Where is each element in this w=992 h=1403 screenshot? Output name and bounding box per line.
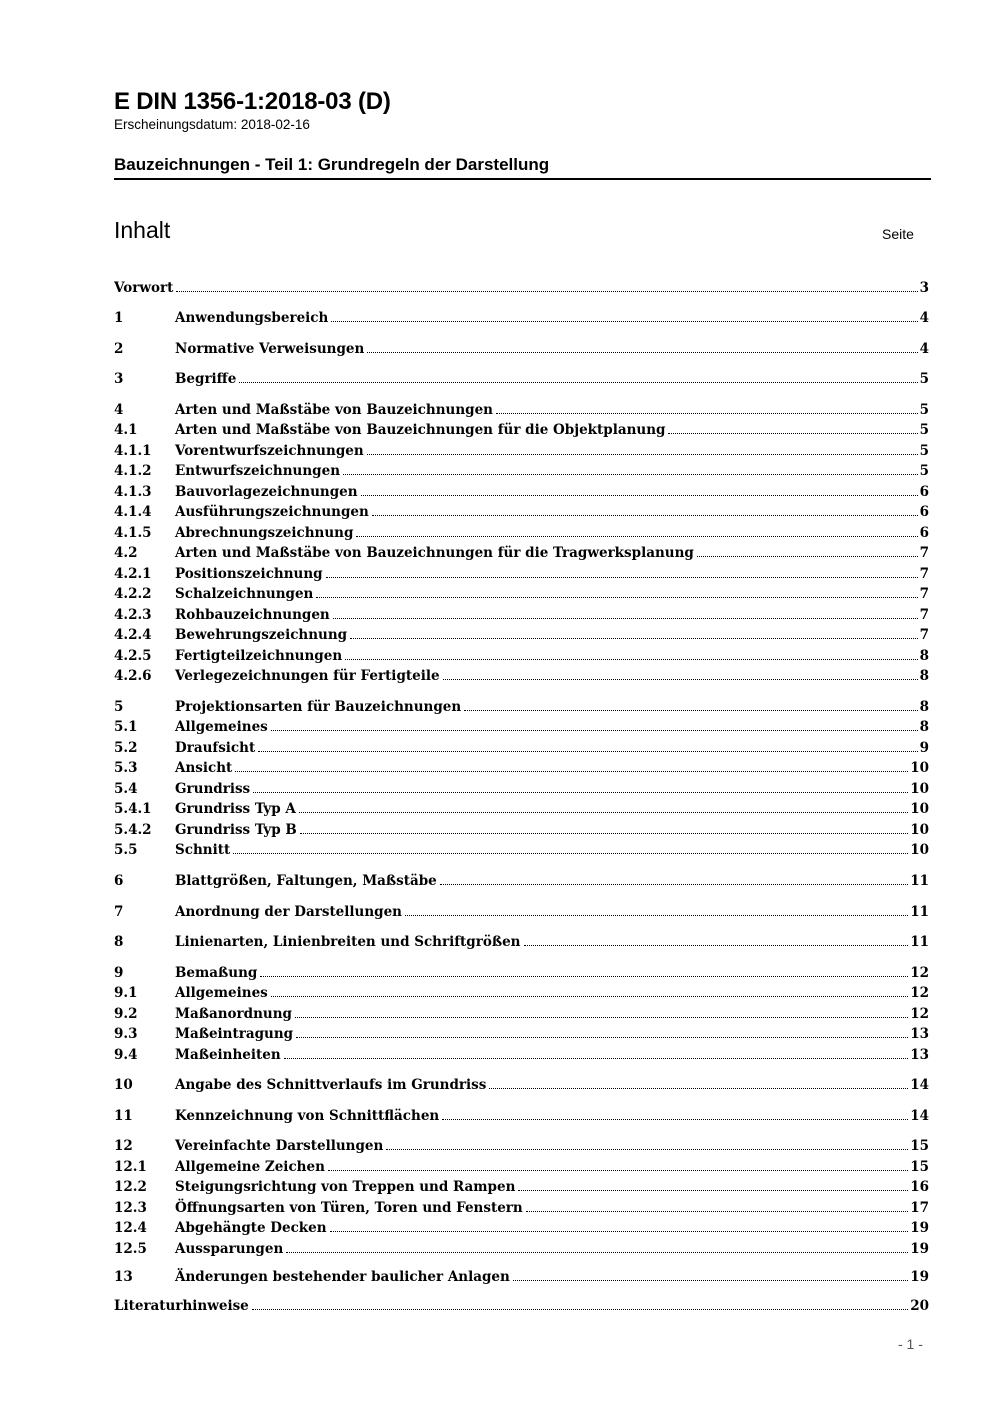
toc-entry-page: 13 bbox=[910, 1026, 929, 1042]
toc-entry-number: 11 bbox=[114, 1108, 133, 1124]
toc-entry[interactable] bbox=[114, 962, 929, 982]
toc-entry-number: 12.3 bbox=[114, 1200, 147, 1216]
toc-dot-leader bbox=[524, 945, 909, 946]
toc-entry-title: Schnitt bbox=[175, 842, 231, 858]
toc-entry[interactable] bbox=[114, 737, 929, 757]
toc-entry-title: Allgemeines bbox=[175, 985, 268, 1001]
toc-entry[interactable] bbox=[114, 501, 929, 521]
toc-entry-title: Allgemeine Zeichen bbox=[175, 1159, 325, 1175]
toc-entry-title: Grundriss Typ B bbox=[175, 822, 297, 838]
toc-entry[interactable] bbox=[114, 665, 929, 685]
toc-entry[interactable] bbox=[114, 460, 929, 480]
document-subtitle: Bauzeichnungen - Teil 1: Grundregeln der Darstellung bbox=[114, 155, 550, 174]
toc-dot-leader bbox=[356, 536, 917, 537]
toc-entry-title: Begriffe bbox=[175, 371, 237, 387]
toc-entry-page: 7 bbox=[919, 627, 929, 643]
toc-entry-title: Änderungen bestehender baulicher Anlagen bbox=[175, 1269, 510, 1285]
toc-entry-title: Ausführungszeichnungen bbox=[175, 504, 369, 520]
toc-entry[interactable] bbox=[114, 1156, 929, 1176]
toc-entry-number: 9 bbox=[114, 965, 124, 981]
toc-entry-page: 3 bbox=[919, 280, 929, 296]
toc-entry-number: 5.4.2 bbox=[114, 822, 152, 838]
toc-entry-page: 6 bbox=[919, 525, 929, 541]
toc-entry-page: 4 bbox=[919, 341, 929, 357]
toc-dot-leader bbox=[361, 495, 918, 496]
toc-dot-leader bbox=[300, 833, 908, 834]
toc-entry-number: 5.2 bbox=[114, 740, 138, 756]
toc-entry-title: Literaturhinweise bbox=[114, 1298, 249, 1314]
toc-entry-title: Vorwort bbox=[114, 280, 174, 296]
toc-dot-leader bbox=[367, 352, 917, 353]
toc-dot-leader bbox=[176, 291, 917, 292]
toc-entry[interactable] bbox=[114, 307, 929, 327]
toc-entry-page: 16 bbox=[910, 1179, 929, 1195]
toc-entry-page: 19 bbox=[910, 1269, 929, 1285]
toc-dot-leader bbox=[372, 515, 918, 516]
toc-entry-number: 4.1.1 bbox=[114, 443, 152, 459]
toc-entry[interactable] bbox=[114, 440, 929, 460]
toc-dot-leader bbox=[271, 996, 908, 997]
toc-entry-title: Maßanordnung bbox=[175, 1006, 292, 1022]
toc-entry-title: Bewehrungszeichnung bbox=[175, 627, 348, 643]
toc-entry-number: 4.2.2 bbox=[114, 586, 152, 602]
header-divider bbox=[114, 178, 931, 180]
toc-dot-leader bbox=[405, 915, 908, 916]
toc-entry[interactable] bbox=[114, 798, 929, 818]
toc-entry-page: 14 bbox=[910, 1108, 929, 1124]
toc-entry-title: Maßeinheiten bbox=[175, 1047, 281, 1063]
toc-entry-number: 4.2.1 bbox=[114, 566, 152, 582]
toc-entry-page: 10 bbox=[910, 801, 929, 817]
toc-entry-number: 3 bbox=[114, 371, 124, 387]
toc-entry-number: 7 bbox=[114, 904, 124, 920]
toc-entry-page: 7 bbox=[919, 586, 929, 602]
toc-dot-leader bbox=[513, 1280, 908, 1281]
toc-entry-number: 12.5 bbox=[114, 1241, 147, 1257]
toc-entry[interactable] bbox=[114, 757, 929, 777]
toc-entry-page: 5 bbox=[919, 422, 929, 438]
toc-entry-title: Anordnung der Darstellungen bbox=[175, 904, 402, 920]
toc-dot-leader bbox=[252, 1309, 908, 1310]
toc-dot-leader bbox=[235, 771, 908, 772]
toc-heading: Inhalt bbox=[114, 217, 171, 243]
toc-entry-title: Angabe des Schnittverlaufs im Grundriss bbox=[175, 1077, 487, 1093]
toc-entry-title: Positionszeichnung bbox=[175, 566, 323, 582]
toc-entry-number: 5.3 bbox=[114, 760, 138, 776]
toc-entry-number: 4.1.4 bbox=[114, 504, 152, 520]
toc-entry-number: 4.2.4 bbox=[114, 627, 152, 643]
toc-entry[interactable] bbox=[114, 604, 929, 624]
toc-entry[interactable] bbox=[114, 1044, 929, 1064]
toc-entry[interactable] bbox=[114, 481, 929, 501]
toc-entry-page: 13 bbox=[910, 1047, 929, 1063]
toc-entry-page: 12 bbox=[910, 1006, 929, 1022]
toc-dot-leader bbox=[386, 1149, 908, 1150]
toc-dot-leader bbox=[668, 433, 917, 434]
document-title: E DIN 1356-1:2018-03 (D) bbox=[114, 88, 391, 115]
toc-dot-leader bbox=[489, 1088, 908, 1089]
toc-entry-number: 9.3 bbox=[114, 1026, 138, 1042]
toc-dot-leader bbox=[299, 812, 908, 813]
toc-entry-number: 12 bbox=[114, 1138, 133, 1154]
toc-entry-page: 10 bbox=[910, 842, 929, 858]
toc-entry-page: 5 bbox=[919, 463, 929, 479]
toc-entry-number: 4.2 bbox=[114, 545, 138, 561]
toc-entry[interactable] bbox=[114, 1105, 929, 1125]
toc-entry-page: 9 bbox=[919, 740, 929, 756]
toc-entry-page: 7 bbox=[919, 607, 929, 623]
toc-entry-title: Arten und Maßstäbe von Bauzeichnungen für die Tragwerksplanung bbox=[175, 545, 694, 561]
toc-dot-leader bbox=[333, 618, 918, 619]
toc-dot-leader bbox=[296, 1037, 908, 1038]
toc-entry[interactable] bbox=[114, 1023, 929, 1043]
toc-entry-page: 6 bbox=[919, 504, 929, 520]
toc-entry-title: Blattgrößen, Faltungen, Maßstäbe bbox=[175, 873, 437, 889]
toc-entry-title: Fertigteilzeichnungen bbox=[175, 648, 343, 664]
toc-entry-page: 17 bbox=[910, 1200, 929, 1216]
toc-entry[interactable] bbox=[114, 1217, 929, 1237]
toc-dot-leader bbox=[350, 638, 917, 639]
toc-entry[interactable] bbox=[114, 368, 929, 388]
toc-dot-leader bbox=[316, 597, 917, 598]
toc-entry-number: 5.5 bbox=[114, 842, 138, 858]
toc-dot-leader bbox=[233, 853, 908, 854]
toc-entry[interactable] bbox=[114, 901, 929, 921]
toc-dot-leader bbox=[464, 710, 917, 711]
toc-dot-leader bbox=[271, 730, 918, 731]
toc-entry-page: 5 bbox=[919, 443, 929, 459]
toc-entry-page: 15 bbox=[910, 1138, 929, 1154]
toc-entry-title: Öffnungsarten von Türen, Toren und Fenstern bbox=[175, 1200, 523, 1216]
toc-entry-title: Projektionsarten für Bauzeichnungen bbox=[175, 699, 462, 715]
toc-entry-title: Draufsicht bbox=[175, 740, 256, 756]
toc-entry-number: 4.2.6 bbox=[114, 668, 152, 684]
toc-entry[interactable] bbox=[114, 716, 929, 736]
toc-dot-leader bbox=[330, 1231, 909, 1232]
toc-entry-page: 7 bbox=[919, 545, 929, 561]
toc-entry-page: 4 bbox=[919, 310, 929, 326]
toc-entry[interactable] bbox=[114, 819, 929, 839]
toc-entry[interactable] bbox=[114, 399, 929, 419]
toc-entry-number: 12.4 bbox=[114, 1220, 147, 1236]
toc-entry-number: 2 bbox=[114, 341, 124, 357]
toc-entry-page: 5 bbox=[919, 402, 929, 418]
toc-entry-number: 5 bbox=[114, 699, 124, 715]
toc-entry[interactable] bbox=[114, 1176, 929, 1196]
toc-dot-leader bbox=[239, 382, 917, 383]
toc-entry-page: 8 bbox=[919, 699, 929, 715]
toc-entry-number: 9.1 bbox=[114, 985, 138, 1001]
toc-dot-leader bbox=[328, 1170, 908, 1171]
toc-entry-number: 4.2.3 bbox=[114, 607, 152, 623]
toc-entry-number: 4 bbox=[114, 402, 124, 418]
toc-entry[interactable] bbox=[114, 542, 929, 562]
toc-dot-leader bbox=[440, 884, 908, 885]
toc-entry-number: 8 bbox=[114, 934, 124, 950]
toc-entry-title: Allgemeines bbox=[175, 719, 268, 735]
toc-entry[interactable] bbox=[114, 419, 929, 439]
toc-dot-leader bbox=[260, 976, 908, 977]
toc-entry[interactable] bbox=[114, 583, 929, 603]
toc-entry-title: Vorentwurfszeichnungen bbox=[175, 443, 364, 459]
toc-entry-title: Anwendungsbereich bbox=[175, 310, 329, 326]
toc-entry[interactable] bbox=[114, 1074, 929, 1094]
toc-entry-number: 10 bbox=[114, 1077, 133, 1093]
toc-dot-leader bbox=[367, 454, 918, 455]
toc-entry[interactable] bbox=[114, 1266, 929, 1286]
toc-entry[interactable] bbox=[114, 1238, 929, 1258]
toc-entry-number: 5.1 bbox=[114, 719, 138, 735]
toc-dot-leader bbox=[343, 474, 918, 475]
toc-entry-title: Verlegezeichnungen für Fertigteile bbox=[175, 668, 440, 684]
toc-entry[interactable] bbox=[114, 338, 929, 358]
toc-entry-number: 4.1.5 bbox=[114, 525, 152, 541]
toc-entry-number: 4.1.2 bbox=[114, 463, 152, 479]
publication-date: Erscheinungsdatum: 2018-02-16 bbox=[114, 117, 310, 132]
toc-entry-page: 8 bbox=[919, 668, 929, 684]
page-number: - 1 - bbox=[898, 1336, 923, 1352]
toc-dot-leader bbox=[331, 321, 917, 322]
toc-dot-leader bbox=[326, 577, 918, 578]
toc-entry-title: Kennzeichnung von Schnittflächen bbox=[175, 1108, 440, 1124]
toc-entry-title: Arten und Maßstäbe von Bauzeichnungen für die Objektplanung bbox=[175, 422, 666, 438]
toc-entry-page: 15 bbox=[910, 1159, 929, 1175]
toc-dot-leader bbox=[443, 679, 918, 680]
toc-entry-page: 6 bbox=[919, 484, 929, 500]
toc-entry-title: Abrechnungszeichnung bbox=[175, 525, 354, 541]
toc-entry-title: Bauvorlagezeichnungen bbox=[175, 484, 358, 500]
toc-entry-page: 11 bbox=[910, 934, 929, 950]
toc-entry-title: Schalzeichnungen bbox=[175, 586, 314, 602]
toc-entry[interactable] bbox=[114, 931, 929, 951]
toc-dot-leader bbox=[442, 1119, 908, 1120]
toc-dot-leader bbox=[253, 792, 908, 793]
toc-entry-number: 6 bbox=[114, 873, 124, 889]
toc-entry-page: 14 bbox=[910, 1077, 929, 1093]
toc-entry[interactable] bbox=[114, 696, 929, 716]
toc-entry-number: 5.4 bbox=[114, 781, 138, 797]
toc-entry[interactable] bbox=[114, 522, 929, 542]
toc-entry[interactable] bbox=[114, 1197, 929, 1217]
toc-dot-leader bbox=[284, 1058, 909, 1059]
toc-entry-page: 10 bbox=[910, 781, 929, 797]
toc-entry-number: 1 bbox=[114, 310, 124, 326]
toc-entry-page: 11 bbox=[910, 904, 929, 920]
toc-entry-title: Normative Verweisungen bbox=[175, 341, 365, 357]
toc-entry-number: 4.1.3 bbox=[114, 484, 152, 500]
toc-dot-leader bbox=[345, 659, 917, 660]
toc-entry-page: 8 bbox=[919, 719, 929, 735]
toc-entry[interactable] bbox=[114, 870, 929, 890]
toc-entry-title: Linienarten, Linienbreiten und Schriftgrößen bbox=[175, 934, 521, 950]
toc-dot-leader bbox=[295, 1017, 908, 1018]
toc-entry-title: Maßeintragung bbox=[175, 1026, 294, 1042]
toc-dot-leader bbox=[258, 751, 917, 752]
toc-page-label: Seite bbox=[882, 226, 914, 242]
toc-entry[interactable] bbox=[114, 778, 929, 798]
toc-entry-page: 10 bbox=[910, 760, 929, 776]
toc-entry[interactable] bbox=[114, 1295, 929, 1315]
toc-entry-page: 12 bbox=[910, 965, 929, 981]
toc-entry-title: Ansicht bbox=[175, 760, 233, 776]
toc-entry-title: Arten und Maßstäbe von Bauzeichnungen bbox=[175, 402, 494, 418]
toc-entry[interactable] bbox=[114, 563, 929, 583]
toc-entry-number: 12.1 bbox=[114, 1159, 147, 1175]
toc-entry-page: 8 bbox=[919, 648, 929, 664]
toc-entry-number: 5.4.1 bbox=[114, 801, 152, 817]
toc-entry-page: 5 bbox=[919, 371, 929, 387]
toc-entry-title: Vereinfachte Darstellungen bbox=[175, 1138, 384, 1154]
toc-entry[interactable] bbox=[114, 839, 929, 859]
toc-entry-number: 4.1 bbox=[114, 422, 138, 438]
toc-entry[interactable] bbox=[114, 624, 929, 644]
toc-dot-leader bbox=[518, 1190, 908, 1191]
toc-entry-title: Aussparungen bbox=[175, 1241, 284, 1257]
toc-entry[interactable] bbox=[114, 645, 929, 665]
toc-entry-page: 19 bbox=[910, 1220, 929, 1236]
toc-dot-leader bbox=[526, 1211, 908, 1212]
toc-entry-page: 20 bbox=[910, 1298, 929, 1314]
toc-entry-page: 7 bbox=[919, 566, 929, 582]
toc-dot-leader bbox=[697, 556, 918, 557]
toc-dot-leader bbox=[496, 413, 918, 414]
toc-entry-title: Abgehängte Decken bbox=[175, 1220, 327, 1236]
toc-entry[interactable] bbox=[114, 1003, 929, 1023]
toc-entry-number: 9.4 bbox=[114, 1047, 138, 1063]
toc-entry-number: 9.2 bbox=[114, 1006, 138, 1022]
toc-entry-number: 4.2.5 bbox=[114, 648, 152, 664]
toc-entry[interactable] bbox=[114, 277, 929, 297]
toc-entry-title: Entwurfszeichnungen bbox=[175, 463, 341, 479]
toc-dot-leader bbox=[286, 1252, 908, 1253]
toc-entry-title: Grundriss Typ A bbox=[175, 801, 296, 817]
toc-entry[interactable] bbox=[114, 982, 929, 1002]
toc-entry-title: Rohbauzeichnungen bbox=[175, 607, 330, 623]
toc-entry-page: 12 bbox=[910, 985, 929, 1001]
toc-entry-page: 10 bbox=[910, 822, 929, 838]
toc-entry-title: Steigungsrichtung von Treppen und Rampen bbox=[175, 1179, 516, 1195]
toc-entry-title: Bemaßung bbox=[175, 965, 258, 981]
toc-entry-number: 12.2 bbox=[114, 1179, 147, 1195]
toc-entry[interactable] bbox=[114, 1135, 929, 1155]
toc-entry-page: 19 bbox=[910, 1241, 929, 1257]
toc-entry-page: 11 bbox=[910, 873, 929, 889]
toc-entry-title: Grundriss bbox=[175, 781, 251, 797]
toc-entry-number: 13 bbox=[114, 1269, 133, 1285]
